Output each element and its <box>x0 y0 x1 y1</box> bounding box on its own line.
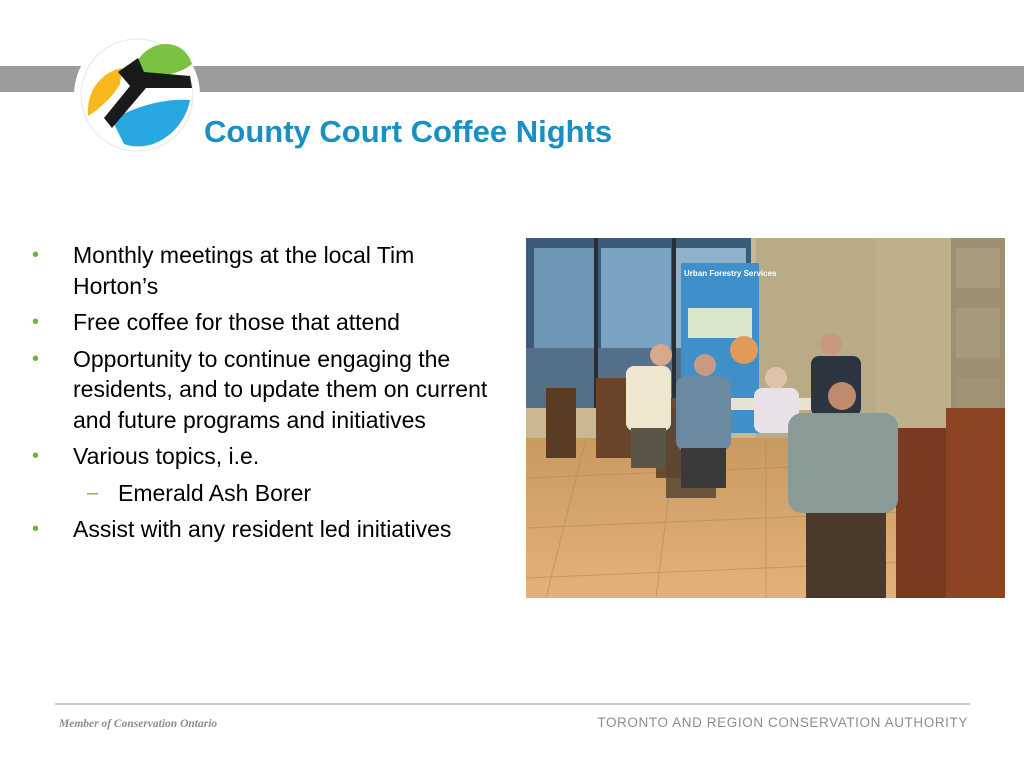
list-item <box>30 344 505 436</box>
bullet-text: Monthly meetings at the local Tim Horton’s <box>73 242 415 299</box>
footer-member-text: Member of Conservation Ontario <box>59 718 218 730</box>
sub-list-item <box>30 478 505 509</box>
trca-logo-icon <box>72 32 202 158</box>
slide-title: County Court Coffee Nights <box>204 114 613 149</box>
list-item <box>30 441 505 472</box>
bullet-icon: • <box>32 445 40 467</box>
dash-icon: – <box>87 481 99 504</box>
list-item <box>30 240 505 301</box>
list-item <box>30 514 505 545</box>
bullet-icon: • <box>32 518 40 540</box>
coffee-meeting-photo <box>526 238 1005 598</box>
sub-bullet-text: Emerald Ash Borer <box>118 479 312 506</box>
footer-organization-name: TORONTO AND REGION CONSERVATION AUTHORITY <box>597 715 968 730</box>
bullet-icon: • <box>32 311 40 333</box>
bullet-text: Various topics, i.e. <box>73 443 260 469</box>
bullet-text: Free coffee for those that attend <box>73 309 400 335</box>
bullet-text: Opportunity to continue engaging the residents, and to update them on current and future programs and initiatives <box>73 345 488 433</box>
bullet-icon: • <box>32 347 40 370</box>
bullet-list <box>30 240 505 551</box>
banner-title: Urban Forestry Services <box>684 269 777 278</box>
bullet-icon: • <box>32 244 40 266</box>
photo-illustration <box>526 238 1005 598</box>
bullet-text: Assist with any resident led initiatives <box>73 516 452 542</box>
list-item <box>30 307 505 338</box>
footer-divider <box>55 703 970 705</box>
